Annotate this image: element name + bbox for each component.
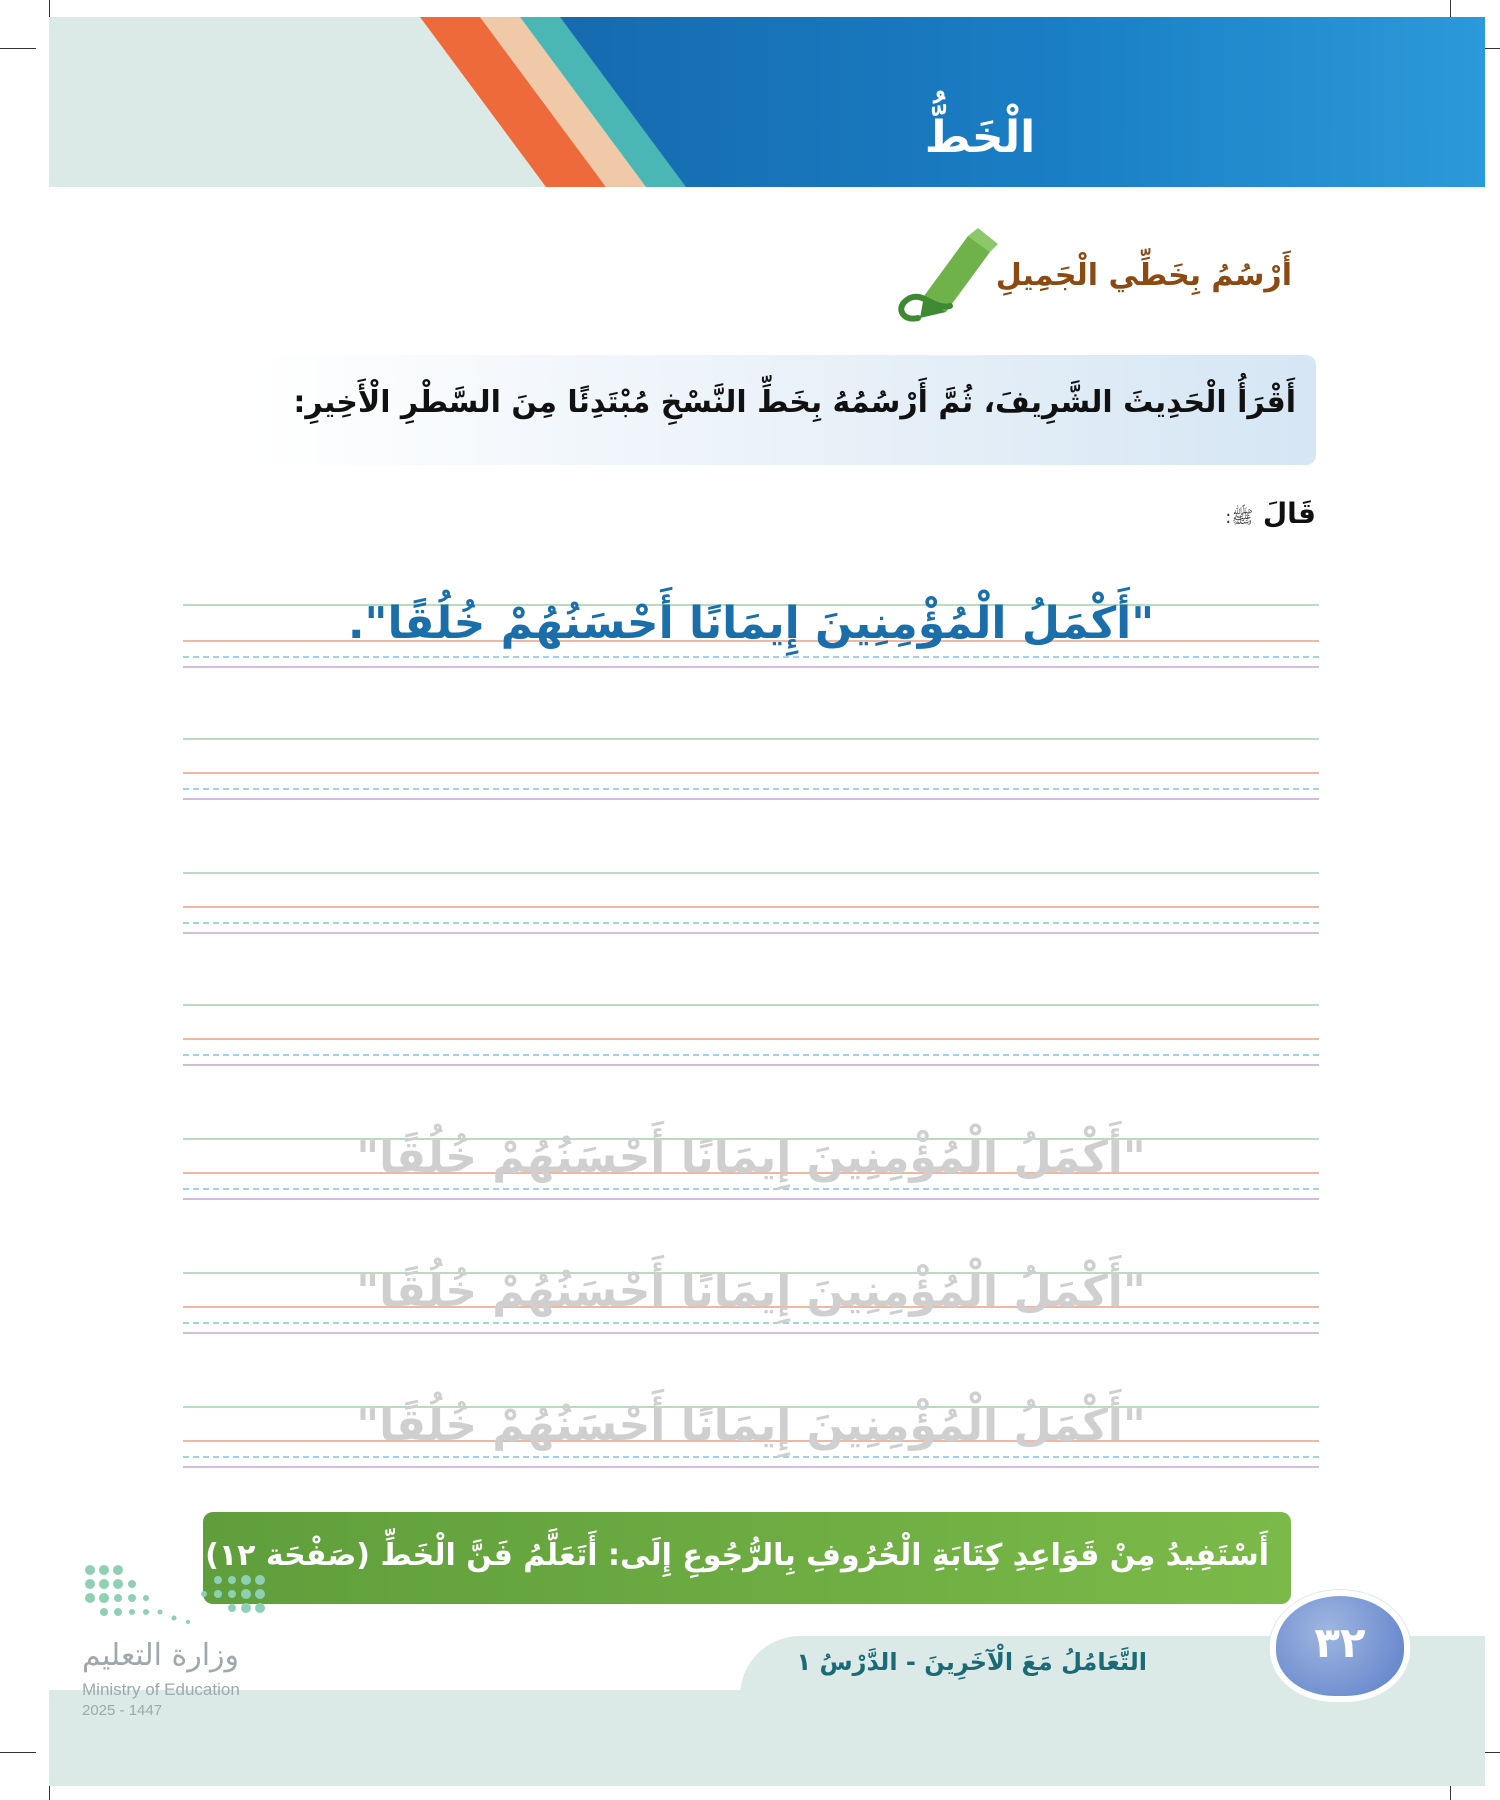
ministry-name-english: Ministry of Education (82, 1680, 240, 1699)
guide-line (183, 1332, 1319, 1334)
hadith-trace-text: "أَكْمَلُ الْمُؤْمِنِينَ إِيمَانًا أَحْسَنُهُمْ خُلُقًا" (356, 1132, 1146, 1183)
guide-line (183, 1038, 1319, 1040)
page-title: الْخَطُّ (924, 112, 1036, 163)
hadith-model-text: "أَكْمَلُ الْمُؤْمِنِينَ إِيمَانًا أَحْسَنُهُمْ خُلُقًا". (347, 598, 1155, 649)
ministry-name-arabic: وزارة التعليم (82, 1638, 240, 1673)
instruction-box (258, 355, 1316, 465)
guide-line (183, 1004, 1319, 1006)
guide-line (183, 798, 1319, 800)
guide-line (183, 872, 1319, 874)
page-number: ٣٢ (1314, 1618, 1366, 1667)
guide-line (183, 922, 1319, 924)
guide-line (183, 1322, 1319, 1324)
guide-line (183, 788, 1319, 790)
tip-text: أَسْتَفِيدُ مِنْ قَوَاعِدِ كِتَابَةِ الْحُرُوفِ بِالرُّجُوعِ إِلَى: أَتَعَلَّمُ فَنَّ الْخَطِّ (صَفْحَة ١٢) (205, 1538, 1269, 1573)
footer-band (49, 1690, 1485, 1786)
guide-line (183, 1198, 1319, 1200)
section-label: أَرْسُمُ بِخَطِّي الْجَمِيلِ (995, 258, 1292, 293)
crop-mark (0, 48, 36, 49)
guide-line (183, 1064, 1319, 1066)
guide-line (183, 1456, 1319, 1458)
page-number-badge (1270, 1590, 1410, 1702)
guide-line (183, 738, 1319, 740)
guide-line (183, 906, 1319, 908)
lesson-title: التَّعَامُلُ مَعَ الْآخَرِينَ - الدَّرْسُ ١ (796, 1648, 1147, 1676)
guide-line (183, 1188, 1319, 1190)
guide-line (183, 1054, 1319, 1056)
hadith-trace-text: "أَكْمَلُ الْمُؤْمِنِينَ إِيمَانًا أَحْسَنُهُمْ خُلُقًا" (356, 1400, 1146, 1451)
pencil-icon (890, 226, 1000, 322)
ministry-logo-icon (82, 1562, 270, 1634)
guide-line (183, 932, 1319, 934)
guide-line (183, 666, 1319, 668)
hadith-trace-text: "أَكْمَلُ الْمُؤْمِنِينَ إِيمَانًا أَحْسَنُهُمْ خُلُقًا" (356, 1266, 1146, 1317)
crop-mark (0, 1752, 36, 1753)
guide-line (183, 1466, 1319, 1468)
guide-line (183, 656, 1319, 658)
tip-box (203, 1512, 1291, 1604)
hadith-intro (1225, 497, 1316, 532)
guide-line (183, 772, 1319, 774)
qal-word: قَالَ (1262, 497, 1316, 530)
instruction-text: أَقْرَأُ الْحَدِيثَ الشَّرِيفَ، ثُمَّ أَرْسُمُهُ بِخَطِّ النَّسْخِ مُبْتَدِئًا مِنَ السَّطْرِ الْأَخِيرِ: (293, 385, 1296, 420)
edition-year: 2025 - 1447 (82, 1702, 163, 1719)
honorific-text: ﷺ: (1225, 507, 1254, 528)
